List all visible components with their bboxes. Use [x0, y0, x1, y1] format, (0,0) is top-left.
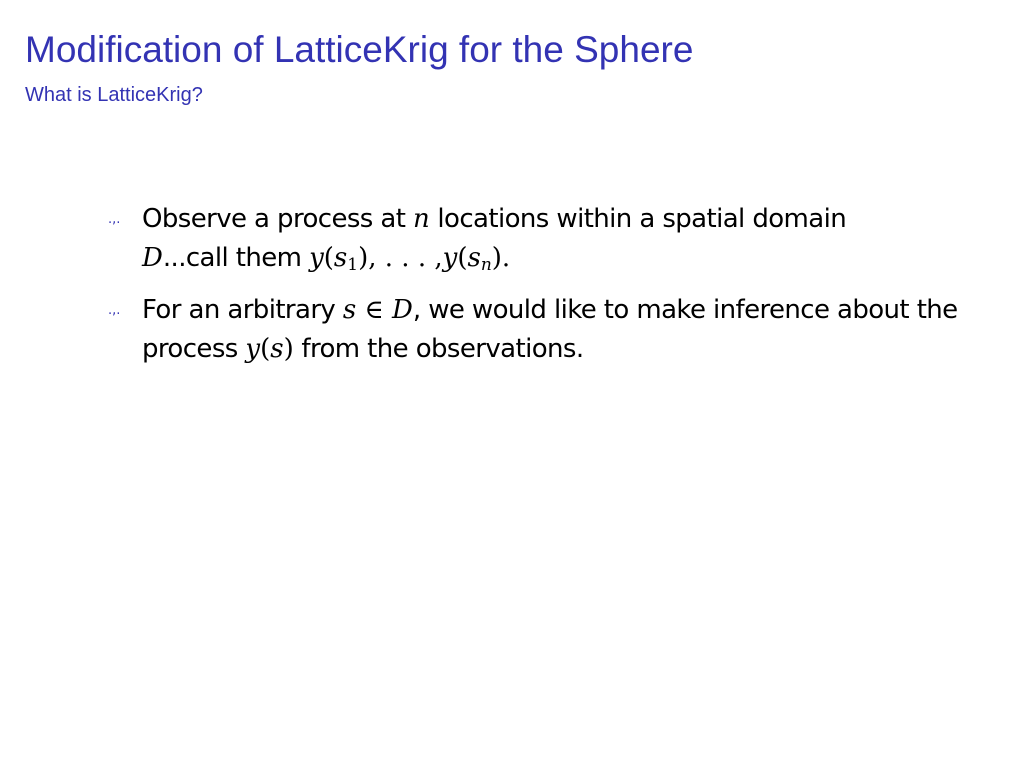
bullet-text: Observe a process at [142, 204, 414, 234]
math-symbol: ( [260, 334, 271, 364]
math-variable: s [342, 295, 357, 325]
bullet-marker-icon: .,. [108, 303, 121, 318]
math-subscript: 1 [347, 255, 359, 275]
math-variable: s [333, 243, 348, 273]
bullet-item [108, 291, 968, 369]
math-variable: s [270, 334, 284, 364]
bullet-text: from the observations. [293, 334, 584, 364]
slide-title: Modification of LatticeKrig for the Sphere [25, 29, 694, 70]
bullet-text: ...call them [162, 243, 310, 273]
slide-subtitle: What is LatticeKrig? [25, 84, 203, 106]
math-symbol: ( [457, 243, 468, 273]
math-symbol: ), . . . , [358, 243, 443, 273]
math-variable: n [413, 204, 430, 234]
bullet-text: For an arbitrary [142, 295, 343, 325]
math-variable: D [392, 295, 413, 325]
math-symbol: ) [283, 334, 294, 364]
math-subscript: n [480, 255, 492, 275]
math-variable: y [442, 243, 458, 273]
math-symbol: ). [491, 243, 511, 273]
bullet-item [108, 200, 968, 285]
math-variable: D [142, 243, 163, 273]
math-symbol: ( [323, 243, 334, 273]
math-variable: s [467, 243, 481, 273]
bullet-marker-icon: .,. [108, 212, 121, 227]
bullet-text: locations within a spatial domain [429, 204, 847, 234]
bullet-list [108, 200, 968, 375]
math-symbol: ∈ [356, 295, 392, 325]
math-variable: y [309, 243, 324, 273]
math-variable: y [245, 334, 261, 364]
bullet-text: , we would like to make inference about the process [142, 295, 958, 364]
